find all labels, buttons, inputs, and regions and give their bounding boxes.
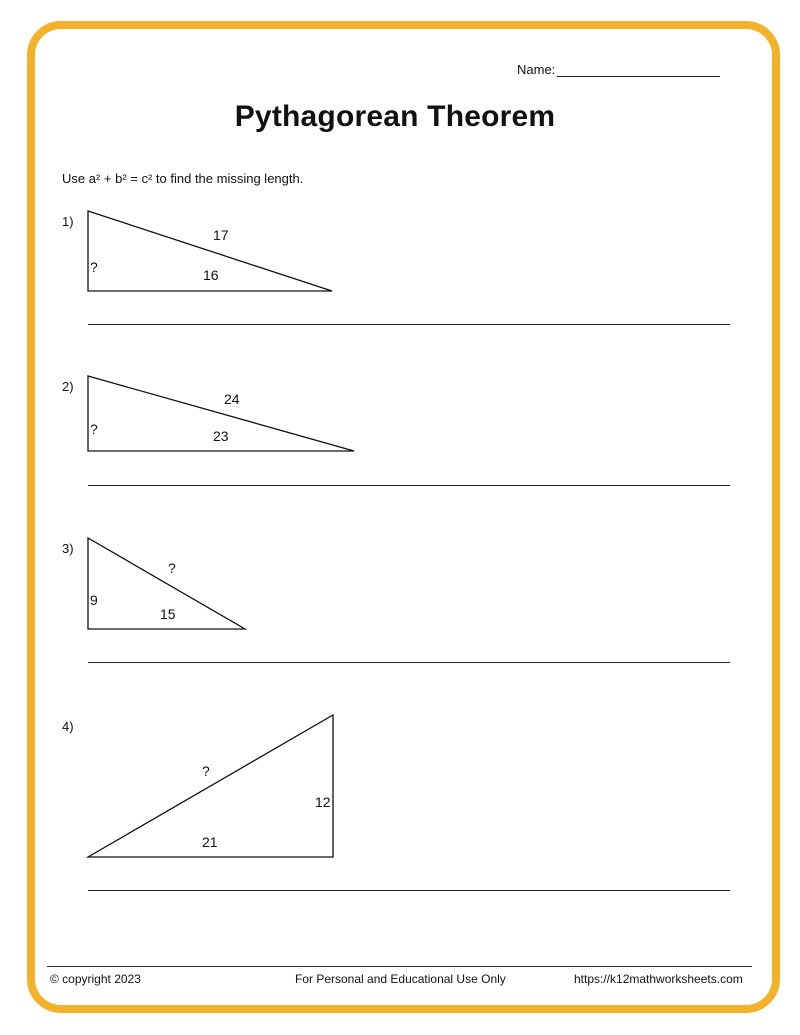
footer-website-link[interactable]: https://k12mathworksheets.com [574,972,743,986]
problem-2-base-label: 23 [213,428,229,444]
problem-1-height-label: ? [90,259,98,275]
name-label: Name: [517,62,556,77]
footer-copyright: © copyright 2023 [50,972,141,986]
problem-1-base-label: 16 [203,267,219,283]
problem-1-triangle [88,211,332,291]
problem-1-hypotenuse-label: 17 [213,227,229,243]
problem-2-height-label: ? [90,421,98,437]
problem-2-triangle [88,376,354,451]
problem-3-base-label: 15 [160,606,176,622]
problem-3-triangle [88,538,245,629]
problem-1-number: 1) [62,214,74,229]
problem-2-answer-line[interactable] [88,485,730,486]
problem-4-answer-line[interactable] [88,890,730,891]
footer-divider [47,966,752,967]
problem-4-triangle [88,715,333,857]
problem-3-number: 3) [62,541,74,556]
footer-usage: For Personal and Educational Use Only [295,972,506,986]
problem-2-number: 2) [62,379,74,394]
instruction-text: Use a² + b² = c² to find the missing length. [62,171,304,186]
problem-3-hypotenuse-label: ? [168,560,176,576]
problem-4-height-label: 12 [315,794,331,810]
problem-4-base-label: 21 [202,834,218,850]
page-title: Pythagorean Theorem [234,100,556,133]
problem-2-hypotenuse-label: 24 [224,391,240,407]
problem-3-answer-line[interactable] [88,662,730,663]
problem-3-height-label: 9 [90,592,98,608]
problem-4-hypotenuse-label: ? [202,763,210,779]
problem-1-answer-line[interactable] [88,324,730,325]
problem-4-number: 4) [62,719,74,734]
